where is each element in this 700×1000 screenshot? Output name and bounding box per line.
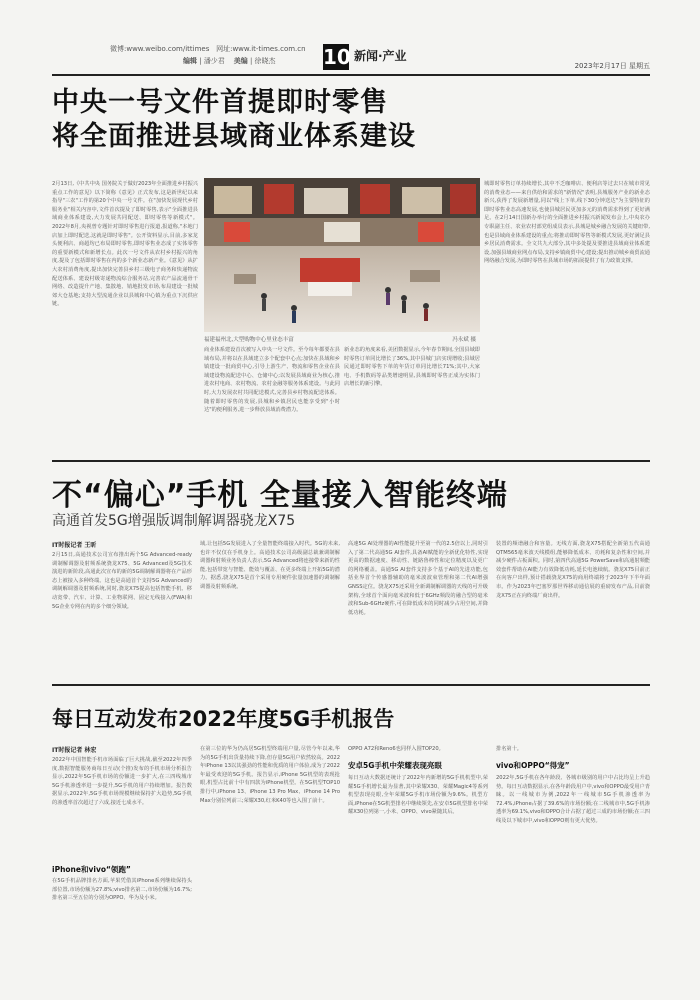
article3-subtitle-3: vivo和OPPO“得宠” (496, 761, 570, 770)
editor-label: 编辑 (183, 57, 197, 65)
article3-subtitle-1: iPhone和vivo“领跑” (52, 865, 131, 874)
editor-name: 潘少君 (203, 57, 225, 65)
section-title: 新闻·产业 (354, 49, 407, 63)
article3-column-1: 2022年中国智能手机市场面临了巨大挑战,截至2022年四季度,数据智能服务商每日互动(个推)发布的手机市场分析报告显示,2022年5G手机市场的份额进一步扩大,在三四线城市5G手机渗透率进一步提升,5G手机的用户持续增加。报告数据显示,2022年,5G手机市场规模继续保持扩大趋势,5G手机的渗透率首次超过了六成,接近七成水平。 (52, 757, 192, 806)
weibo-link[interactable]: www.weibo.com/ittimes (126, 45, 210, 53)
article1-headline-line2: 将全面推进县域商业体系建设 (52, 121, 416, 152)
site-link[interactable]: www.it-times.com.cn (232, 45, 306, 53)
article1-photo (204, 178, 480, 332)
article3-column-4: 2022年,5G手机在各年龄段、各城市级别的用户中占比均呈上升趋势。每日互动数据显示,在各年龄段用户中,vivo和OPPO最受用户青睐。以一线城市为例,2022年一线城市5G手机渗透率为72.4%,iPhone占据了39.6%的市场份额;在二线城市中,5G手机渗透率为69.1%,vivo和OPPO合计占据了超过三成的市场份额;在三四线及以下城市中,vivo和OPPO则有更大优势。 (496, 775, 650, 824)
article3-column-1b: 在5G手机品牌排名方面,苹果凭借其iPhone系列继续保持头部位置,市场份额为27.8%;vivo排名第二,市场份额为16.7%;排名第三至五位的分别为OPPO、华为及小米。 (52, 878, 192, 902)
weekday: 星期五 (629, 62, 650, 70)
article3-byline: IT时报记者 林宏 (52, 747, 97, 754)
article3-column-2: 在第三位的华为仍高居5G机型终端用户量,尽管今年以来,华为的5G手机出货量持续下降,但存量5G用户依然较高。2022年iPhone 13以其强劲的性能和优质的用户体验,成为了2022年最受欢迎的5G手机。报告显示,iPhone 5G机型的表现抢眼,机型占比前十中有四款为iPhone机型。在5G机型TOP10排行中,iPhone 13、iPhone 13 Pro Max、iPhone 14 Pro Max分别位列前三;荣耀X30,红米K40等也入围了前十。 (200, 746, 340, 804)
section-divider (52, 460, 650, 462)
article2-subheadline: 高通首发5G增强版调制解调器骁龙X75 (52, 513, 296, 529)
article3-headline: 每日互动发布2022年度5G手机报告 (52, 707, 395, 731)
header-rule (52, 74, 650, 76)
photo-credit: 冯永斌 摄 (452, 337, 476, 343)
article3-subtitle-2: 安卓5G手机中荣耀表现亮眼 (348, 761, 442, 770)
article3-column-3: 每日互动大数据还统计了2022年内新增的5G手机机型中,荣耀5G手机增长最为显著,其中荣耀X30、荣耀Magic4等系列机型表现亮眼,全年荣耀5G手机市场份额为9.6%。机型方面,iPhone在5G机型排名中继续领先,在安卓5G机型排名中荣耀X30位列第一,小米、OPPO、vivo紧随其后。 (348, 775, 488, 816)
article2-byline: IT时报记者 王昕 (52, 542, 97, 549)
article1-column-2: 商业体系建设首次被写入中央一号文件。至今每年都要在县域布局,并将以在县域建立多个配套中心点;加快在县域和乡镇建设一批商贸中心,引导上游生产、物流和零售企业在县域建设物流配送中心、仓储中心;以发展县域商业为核心,推进农村电商、农村物流、农村金融等服务体系建设。与此同时,大力发展农村共同配送模式,完善县乡村物流配送体系。随着即时零售的发展,县城和乡镇居民也能享受到"小时达"的便利服务,进一步释放县域消费潜力。 (204, 347, 340, 414)
site-label: 网址: (216, 45, 233, 53)
mall-interior-photo (204, 178, 480, 332)
photo-caption-text: 福建福州北,大型购物中心里业态丰富 (204, 337, 294, 343)
article2-headline: 不“偏心”手机 全量接入智能终端 (52, 478, 508, 513)
article1-column-1: 2月13日,《中共中央 国务院关于做好2023年全面推进乡村振兴重点工作的意见》以下简称《意见》正式发布,这是新世纪以来指导"三农"工作的第20个中央一号文件。在"加快发展现代乡村服务业"相关内容中,文件首次提及了即时零售,表示"全面推进县域商业体系建设,大力发展共同配送、即时零售等新模式"。2022年8月,央视曾专题针对即时零售进行报道,报道称,"本地门店加上即时配送,这就是即时零售"。公开资料显示,目前,多家龙头便利店、商超均已布局即时零售,即时零售业态成了实体零售的重要新模式和新增长点。此次一号文件从农村乡村振兴的角度,提及了包括即时零售在内的多个新业态新产业。《意见》从扩大农村消费角度,提出加快完善县乡村三级电子商务和快递物流配送体系、建设村级寄递物流综合服务站,完善农产品流通骨干网络、改造提升产地、集散地、销地批发市场,布局建设一批城郊大仓基地;支持大型流通企业以县城和中心镇为重点下沉供应链。 (52, 181, 198, 308)
page-number: 10 (323, 45, 351, 69)
article1-column-3: 新业态的角度来看,美团数据显示,今年春节期间,全国县域即时零售订单同比增长了36%,其中县城门店实现增收;县域居民通过即时零售下单的年货订单同比增长71%;其中,大家电、手机数码等品类增速明显,县城即时零售正成为实体门店增长的新引擎。 (344, 347, 480, 388)
date: 2023年2月17日 (574, 62, 627, 70)
article2-column-1: 2月15日,高通技术公司宣布推出两个5G Advanced-ready调制解调器及射频系统骁龙X75、5G Advanced及5G技术演进的新阶段,高通此次宣布的新的5G调制解调器将在产品形态上被接入多种终端。这也是高通首个支持5G Advanced的调制解调器及射频系统,同时,骁龙X75提高包括智能手机、移动宽带、汽车、计算、工业物联网、固定无线接入(FWA)和5G企业专网在内的多个细分领域。 (52, 552, 192, 610)
issue-date (575, 61, 650, 71)
art-editor-name: 徐晓杰 (254, 57, 276, 65)
article2-column-3: 高速5G AI处理器的AI性能提升至第一代的2.5倍以上,同时引入了第二代高通5G AI套件,具备AI赋能的全新优化特性,实现更高的数据速度、移动性、链路鲁棒性和定位精度以及更广的网络覆盖。高通5G AI套件支持多个基于AI的先进功能,包括业界首个传感器辅助的毫米波波束管理和第二代AI增强GNSS定位。骁龙X75还采用全新调制解调器的天线的可升级架构,全球首个面向毫米波和低于6GHz频段的融合型的毫米波和Sub-6GHz硬件,可在降低成本的同时减少占用空间,并降低功耗。 (348, 541, 488, 616)
article1-column-4: 城即时零售订单持续增长,其中不乏咖啡店、便利店等过去只在城市常见的消费业态——来自供给和需求的"新情况"表明,县城服务产业的新业态新兴,获得了发展新增量,同以"线上下单,线下30分钟送达"为主要特征的即时零售业态高速发展,也使县城居民更加多元的消费需求得到了更好满足。在2月14日国新办举行的全面推进乡村振兴新闻发布会上,中央农办专职副主任、农业农村部党组成员表示,县城是城乡融合发展的关键纽带,也是县域商业体系建设的重点;将推动即时零售等新模式发展,更好满足县乡居民消费需求。全文共九大部分,其中多处提及要推进县域商业体系建设,加强县域商业网点布局,支持乡镇商贸中心建设;提出推动城乡商贸流通网络融合发展,为即时零售在县域市场的拓展提供了有力政策支撑。 (484, 181, 650, 265)
article2-column-4: 装置的频谱融合和容量。无线方面,骁龙X75搭配全新第五代高通QTM565毫米波天线模组,能够降低成本、功耗和复杂性和空间,并减少硬件占板面积。同时,第四代高通5G PowerSave和高通射频能效套件帮助在AI能力有效降低功耗,延长电池续航。骁龙X75目前正在向客户出样,预计搭载骁龙X75的商用终端将于2023年下半年面市。作为2023年巴塞罗那世界移动通信展的重磅发布产品,目前骁龙X75正在向终端厂商出样。 (496, 541, 650, 599)
section-divider-2 (52, 684, 650, 686)
article2-column-2: 域,让包括5G发展进入了全量智能终端接入时代。5G的未来,也许不仅仅在手机身上。高通技术公司高级副总裁兼调制解调器和射频业务负责人表示,5G Advanced将连接带来新的性能,包括带宽与智能、能效与覆盖、在更多终端上开拓5G的潜力。据悉,骁龙X75是首个采用专用硬件张量加速器的调制解调器及射频系统。 (200, 541, 340, 590)
weibo-label: 微博: (110, 45, 127, 53)
article1-headline-line1: 中央一号文件首提即时零售 (52, 87, 388, 118)
art-editor-label: 美编 (233, 57, 248, 65)
article3-column-4-top: 排名第十。 (496, 746, 522, 752)
article1-headline (52, 86, 612, 154)
page-header (52, 44, 650, 74)
masthead-contacts: 微博:www.weibo.com/ittimes 网址:www.it-times.com.cn 编辑 | 潘少君 美编 | 徐晓杰 (110, 45, 306, 65)
photo-caption (204, 335, 480, 343)
article3-column-3-top: OPPO A72和Reno6也同样入围TOP20。 (348, 746, 444, 752)
